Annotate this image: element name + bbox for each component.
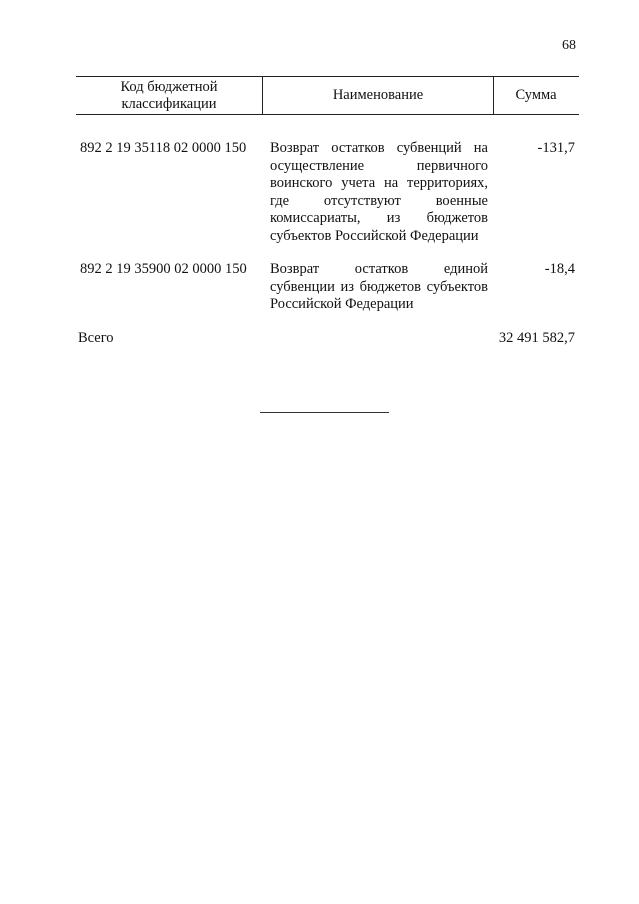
header-amount: Сумма [515, 87, 557, 103]
page-number: 68 [562, 38, 576, 53]
row-code: 892 2 19 35118 02 0000 150 [80, 140, 247, 156]
row-amount: -18,4 [544, 261, 575, 277]
row-amount: -131,7 [537, 140, 575, 156]
total-amount: 32 491 582,7 [498, 330, 575, 346]
header-code: Код бюджетной классификации [120, 78, 218, 112]
row-code: 892 2 19 35900 02 0000 150 [80, 261, 247, 277]
row-name: Возврат остатков единой субвенции из бюджетов субъектов Российской Федерации [270, 261, 488, 313]
table-row [76, 261, 579, 331]
closing-rule [260, 412, 389, 413]
total-label: Всего [78, 330, 114, 346]
total-row [76, 330, 579, 350]
table-row [76, 140, 579, 260]
row-name: Возврат остатков субвенций на осуществление первичного воинского учета на территориях, где отсутствуют военные комиссариаты, из бюджетов субъектов Российской Федерации [270, 140, 488, 244]
table-header [76, 76, 579, 115]
header-name: Наименование [262, 77, 494, 114]
